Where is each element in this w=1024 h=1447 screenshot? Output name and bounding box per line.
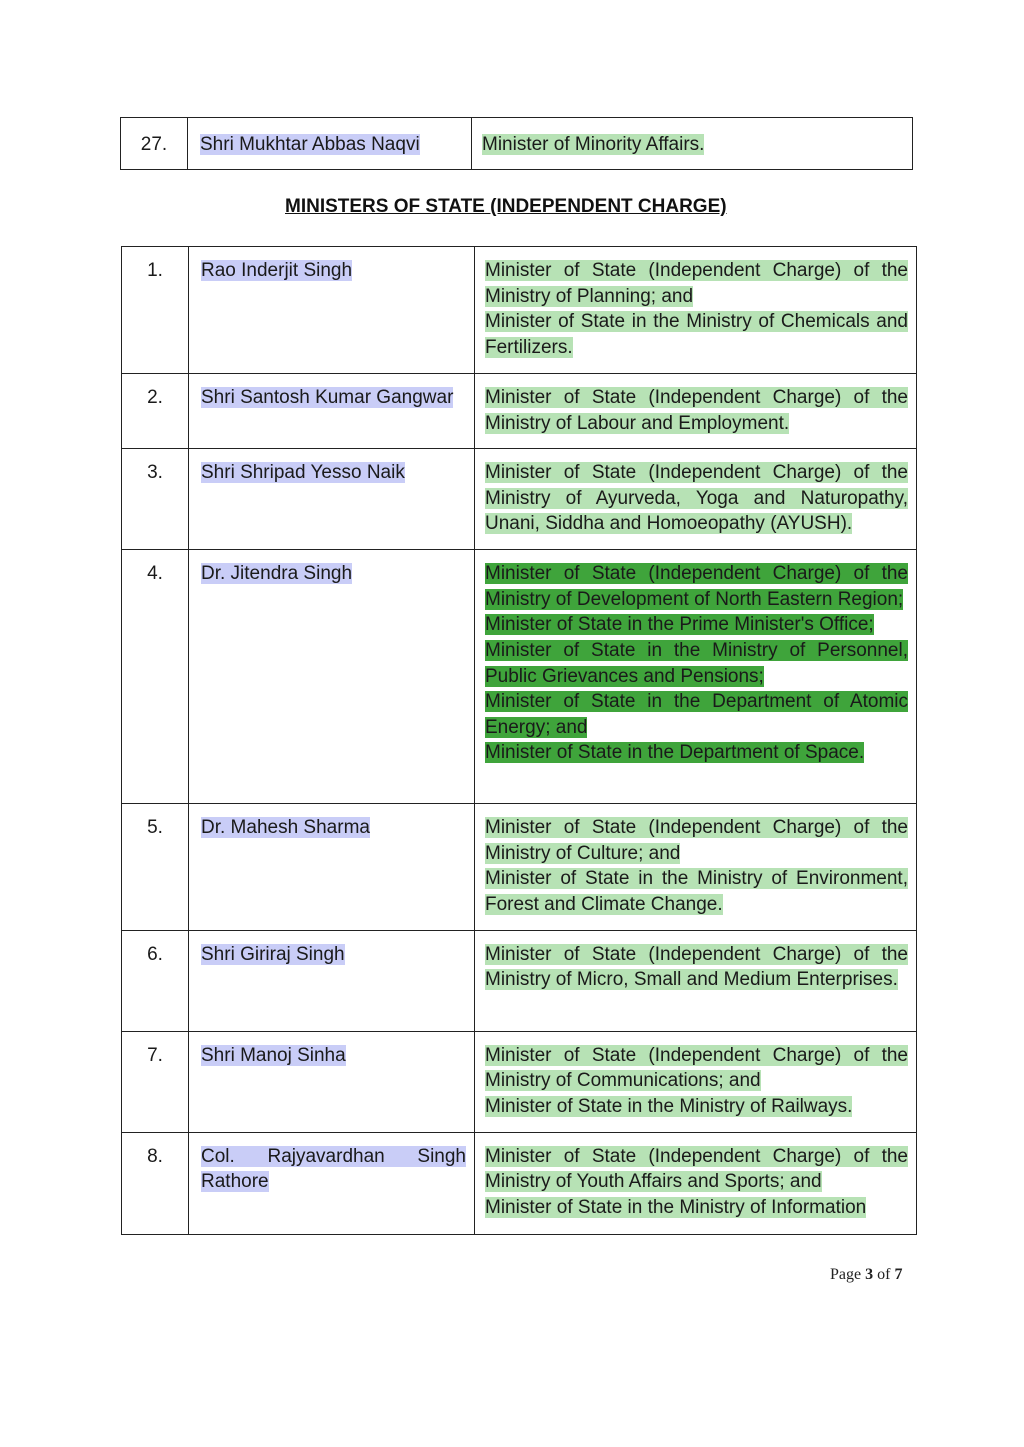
section-heading: MINISTERS OF STATE (INDEPENDENT CHARGE) — [285, 196, 727, 217]
row-number: 7. — [122, 1031, 189, 1132]
portfolio: Minister of State (Independent Charge) of the Ministry of Communications; and Minister of State in the Ministry of Railways. — [475, 1031, 917, 1132]
portfolio: Minister of State (Independent Charge) of the Ministry of Youth Affairs and Sports; and Minister of State in the Ministry of Information — [475, 1132, 917, 1234]
table-row — [122, 1031, 917, 1132]
portfolio: Minister of State (Independent Charge) of the Ministry of Labour and Employment. — [475, 374, 917, 449]
portfolio: Minister of State (Independent Charge) of the Ministry of Development of North Eastern Region; Minister of State in the Prime Minister's Office; Minister of State in the Ministry of Personnel, Public Grievances and Pensions; Minister of State in the Department of Atomic Energy; and Minister of State in the Department of Space. — [475, 550, 917, 804]
minister-name: Shri Giriraj Singh — [189, 930, 475, 1031]
portfolio: Minister of State (Independent Charge) of the Ministry of Micro, Small and Medium Enterprises. — [475, 930, 917, 1031]
table-row — [122, 1132, 917, 1234]
table-row — [121, 118, 913, 170]
row-number: 1. — [122, 247, 189, 374]
row-number: 6. — [122, 930, 189, 1031]
minister-name: Shri Mukhtar Abbas Naqvi — [188, 118, 472, 170]
minister-name: Rao Inderjit Singh — [189, 247, 475, 374]
portfolio: Minister of State (Independent Charge) of the Ministry of Ayurveda, Yoga and Naturopathy, Unani, Siddha and Homoeopathy (AYUSH). — [475, 449, 917, 550]
minister-name: Shri Santosh Kumar Gangwar — [189, 374, 475, 449]
table-row — [122, 550, 917, 804]
minister-name: Dr. Jitendra Singh — [189, 550, 475, 804]
portfolio: Minister of State (Independent Charge) of the Ministry of Planning; and Minister of State in the Ministry of Chemicals and Fertilizers. — [475, 247, 917, 374]
row-number: 8. — [122, 1132, 189, 1234]
page-number: Page 3 of 7 — [830, 1266, 903, 1283]
row-number: 4. — [122, 550, 189, 804]
minister-name: Shri Shripad Yesso Naik — [189, 449, 475, 550]
minister-name: Shri Manoj Sinha — [189, 1031, 475, 1132]
row-number: 27. — [121, 118, 188, 170]
table-row — [122, 804, 917, 930]
table-row — [122, 374, 917, 449]
portfolio: Minister of Minority Affairs. — [472, 118, 913, 170]
row-number: 3. — [122, 449, 189, 550]
ministers-table — [121, 246, 917, 1235]
row-number: 5. — [122, 804, 189, 930]
portfolio: Minister of State (Independent Charge) of the Ministry of Culture; and Minister of State in the Ministry of Environment, Forest and Climate Change. — [475, 804, 917, 930]
row-number: 2. — [122, 374, 189, 449]
table-row — [122, 930, 917, 1031]
table-row — [122, 449, 917, 550]
top-table — [120, 117, 913, 170]
minister-name: Col. Rajyavardhan Singh Rathore — [189, 1132, 475, 1234]
minister-name: Dr. Mahesh Sharma — [189, 804, 475, 930]
table-row — [122, 247, 917, 374]
